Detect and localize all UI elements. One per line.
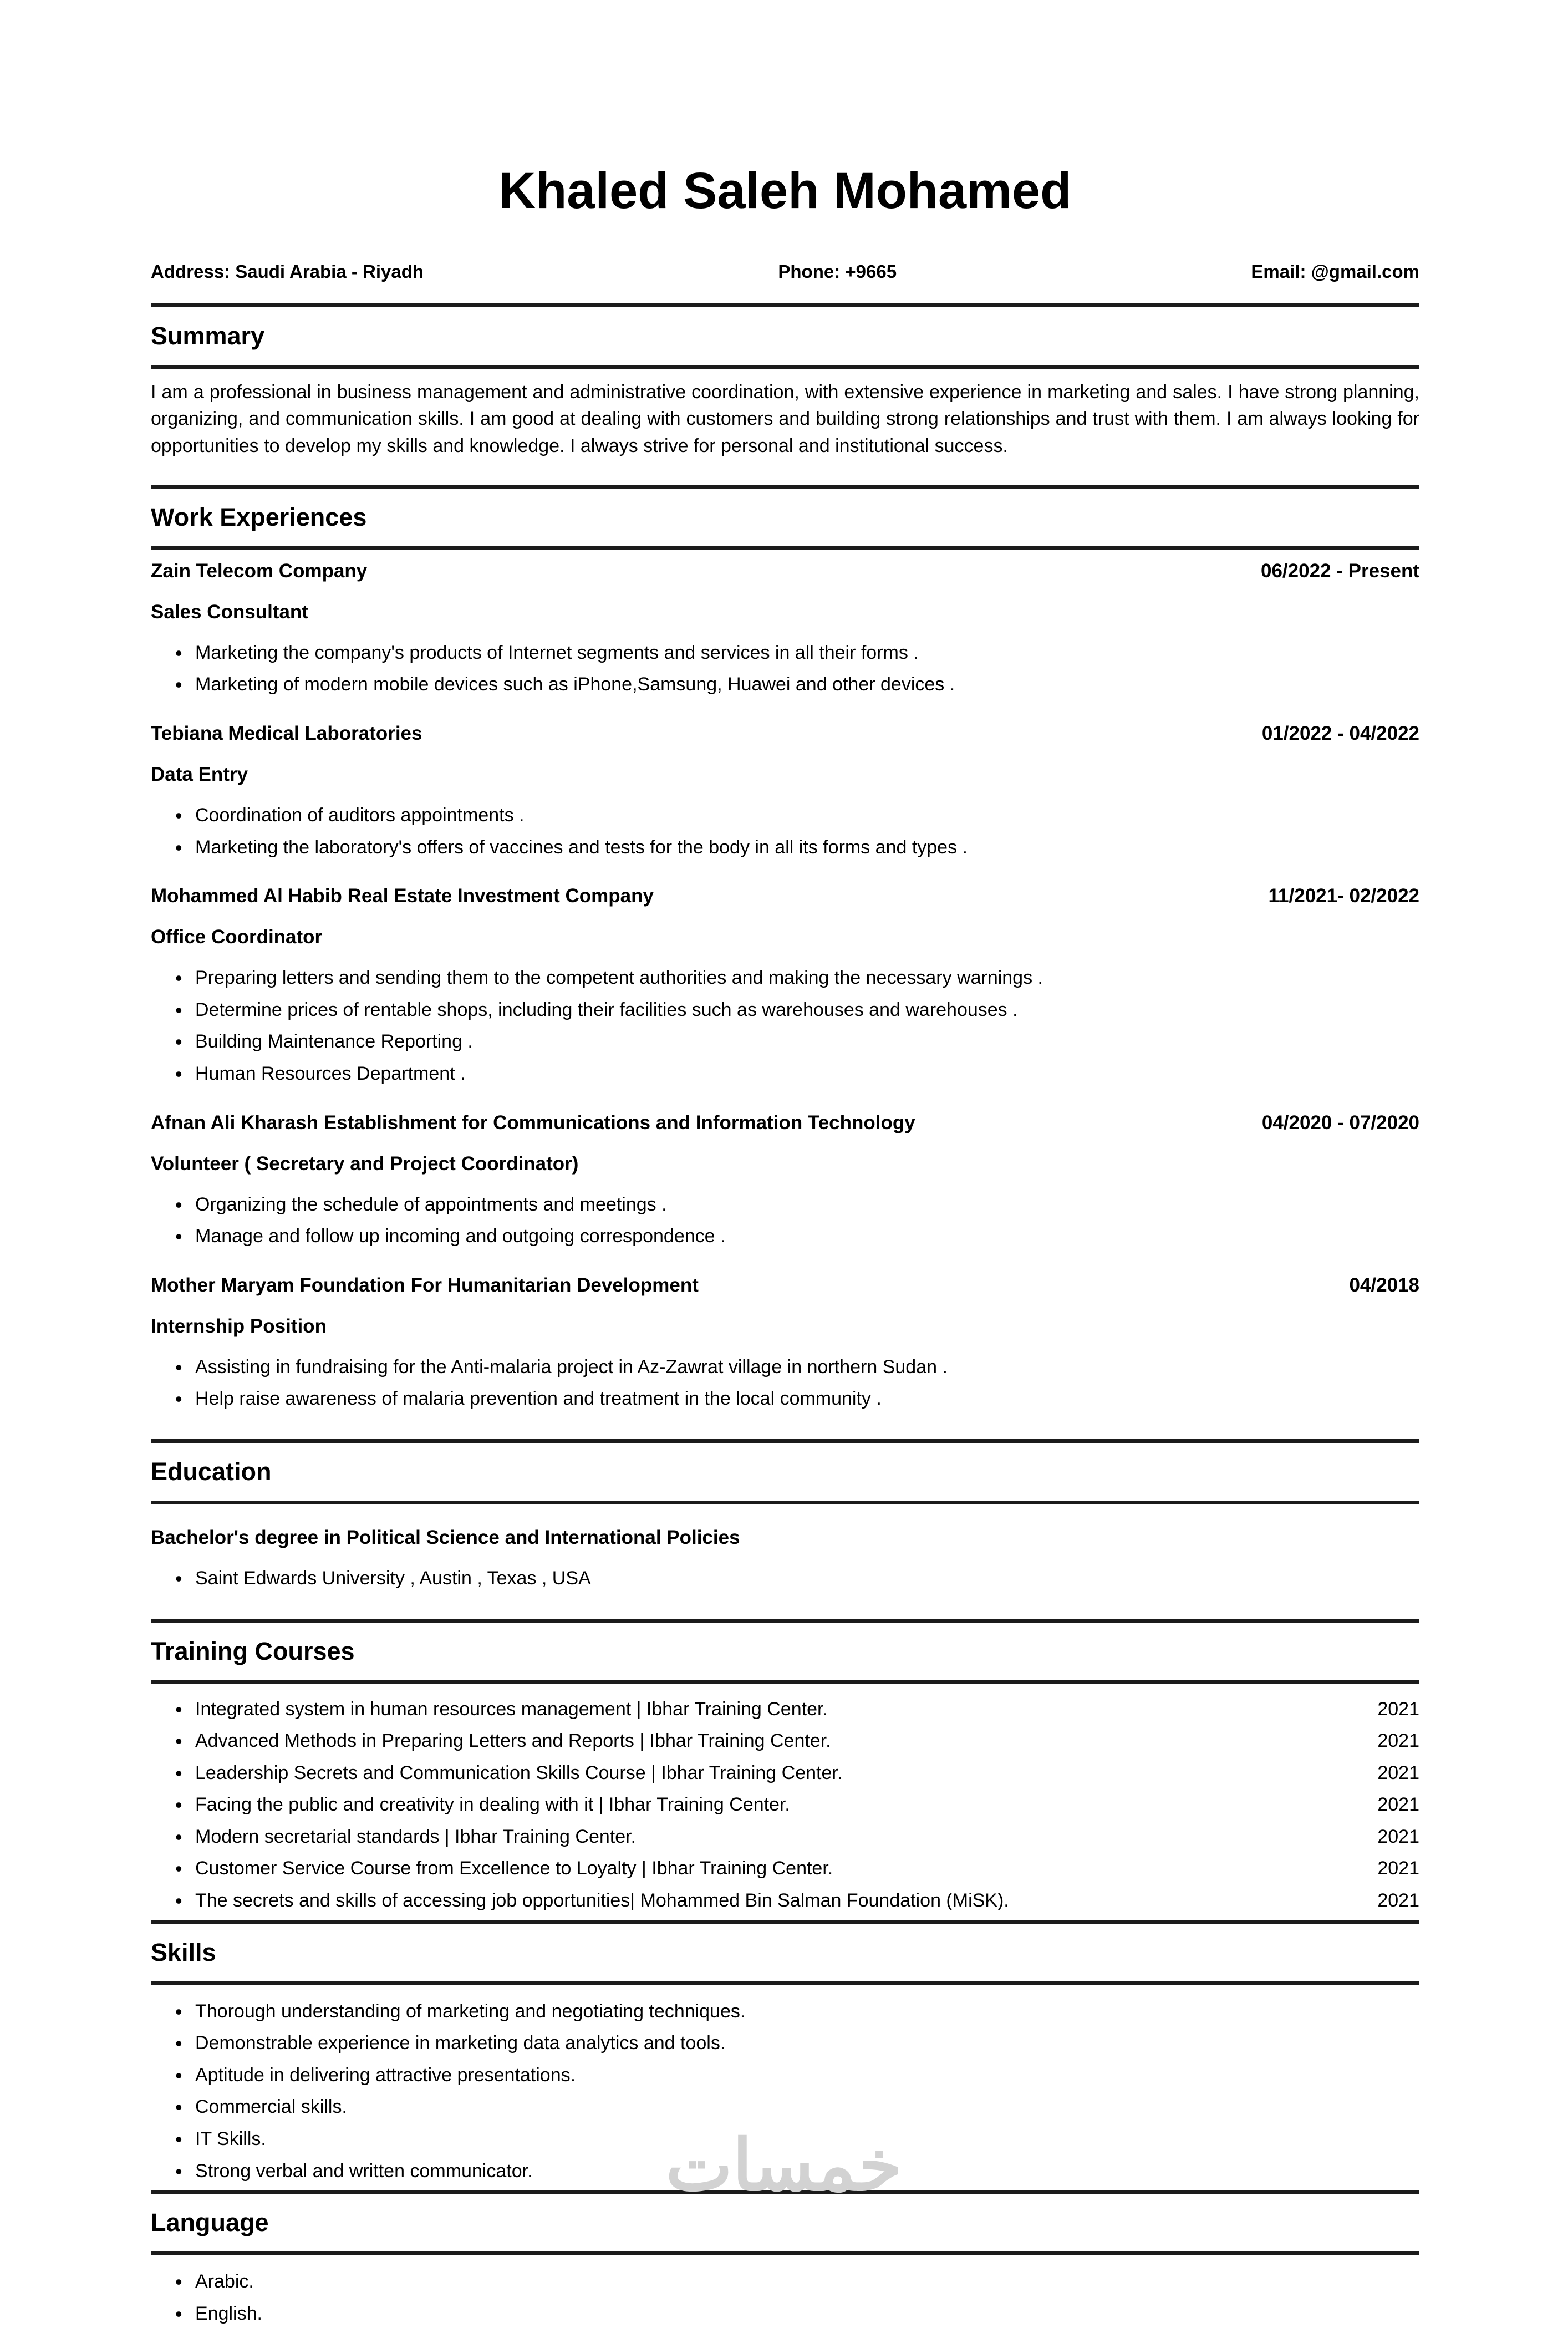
divider [151, 365, 1419, 369]
divider [151, 2251, 1419, 2255]
divider [151, 1619, 1419, 1623]
bullet-item: • Preparing letters and sending them to the competent authorities and making the necessary warnings . [175, 965, 1419, 992]
job-bullet-list [151, 965, 1419, 1087]
section-title-education: Education [151, 1457, 272, 1486]
job-header [151, 560, 1419, 582]
job-header [151, 1112, 1419, 1134]
language-item: • Arabic. [175, 2269, 1419, 2295]
bullet-item: • Saint Edwards University , Austin , Texas , USA [175, 1565, 1419, 1592]
divider [151, 303, 1419, 307]
course-year: 2021 [1377, 1890, 1419, 1912]
job-entry [151, 1274, 1419, 1412]
course-year: 2021 [1377, 1794, 1419, 1816]
course-year: 2021 [1377, 1730, 1419, 1752]
job-entry [151, 1112, 1419, 1250]
company-name: Tebiana Medical Laboratories [151, 722, 422, 744]
course-name: • Customer Service Course from Excellence to Loyalty | Ibhar Training Center. [195, 1858, 833, 1879]
company-name: Afnan Ali Kharash Establishment for Communications and Information Technology [151, 1111, 915, 1133]
section-title-training-courses: Training Courses [151, 1636, 355, 1665]
skill-item: • Demonstrable experience in marketing data analytics and tools. [175, 2030, 1419, 2057]
course-item [175, 1792, 1419, 1818]
khamsat-watermark-logo: خمسات [665, 2126, 903, 2205]
contact-address: Address: Saudi Arabia - Riyadh [151, 261, 424, 282]
course-name: • The secrets and skills of accessing job opportunities| Mohammed Bin Salman Foundation (MiSK). [195, 1890, 1009, 1912]
course-item [175, 1696, 1419, 1723]
bullet-item: • Marketing the company's products of Internet segments and services in all their forms . [175, 640, 1419, 667]
job-header [151, 723, 1419, 745]
section-title-summary: Summary [151, 322, 265, 350]
skill-item: • IT Skills. [175, 2126, 1419, 2153]
course-year: 2021 [1377, 1826, 1419, 1847]
job-bullet-list [151, 640, 1419, 698]
company-name: Mohammed Al Habib Real Estate Investment Company [151, 885, 654, 907]
section-title-skills: Skills [151, 1938, 216, 1966]
bullet-item: • Building Maintenance Reporting . [175, 1029, 1419, 1055]
job-bullet-list [151, 1354, 1419, 1412]
job-role: Office Coordinator [151, 926, 323, 948]
job-dates: 04/2020 - 07/2020 [1261, 1111, 1419, 1133]
divider [151, 1501, 1419, 1504]
education-bullet-list [151, 1565, 1419, 1592]
job-dates: 11/2021- 02/2022 [1268, 885, 1419, 907]
job-entry [151, 560, 1419, 698]
course-name: • Advanced Methods in Preparing Letters and Reports | Ibhar Training Center. [195, 1730, 831, 1752]
company-name: Zain Telecom Company [151, 560, 368, 582]
skill-item: • Commercial skills. [175, 2094, 1419, 2121]
course-year: 2021 [1377, 1858, 1419, 1879]
skill-item: • Strong verbal and written communicator. [175, 2158, 1419, 2185]
divider [151, 1981, 1419, 1985]
training-course-list [151, 1696, 1419, 1914]
bullet-item: • Human Resources Department . [175, 1061, 1419, 1087]
section-title-work-experiences: Work Experiences [151, 502, 367, 531]
summary-paragraph: I am a professional in business management and administrative coordination, with extensive experience in marketing and sales. I have strong planning, organizing, and communication skills. I am good at dealing with customers and building strong relationships and trust with them. I am always looking for opportunities to develop my skills and knowledge. I always strive for personal and institutional success. [151, 382, 1419, 456]
bullet-item: • Assisting in fundraising for the Anti-malaria project in Az-Zawrat village in northern Sudan . [175, 1354, 1419, 1381]
job-header [151, 1274, 1419, 1297]
contact-email: Email: @gmail.com [1251, 261, 1419, 282]
company-name: Mother Maryam Foundation For Humanitarian Development [151, 1274, 699, 1296]
course-item [175, 1760, 1419, 1787]
divider [151, 1439, 1419, 1443]
job-dates: 06/2022 - Present [1260, 560, 1419, 582]
divider [151, 1920, 1419, 1924]
course-year: 2021 [1377, 1762, 1419, 1783]
divider [151, 485, 1419, 489]
job-dates: 04/2018 [1349, 1274, 1419, 1296]
divider [151, 546, 1419, 550]
course-item [175, 1824, 1419, 1851]
skill-item: • Aptitude in delivering attractive presentations. [175, 2062, 1419, 2089]
bullet-item: • Marketing the laboratory's offers of vaccines and tests for the body in all its forms and types . [175, 835, 1419, 861]
degree-title: Bachelor's degree in Political Science and International Policies [151, 1526, 740, 1548]
bullet-item: • Help raise awareness of malaria prevention and treatment in the local community . [175, 1386, 1419, 1412]
person-name: Khaled Saleh Mohamed [498, 162, 1072, 219]
job-bullet-list [151, 1192, 1419, 1250]
job-role: Volunteer ( Secretary and Project Coordinator) [151, 1152, 579, 1175]
course-item [175, 1856, 1419, 1882]
job-entry [151, 885, 1419, 1087]
bullet-item: • Determine prices of rentable shops, including their facilities such as warehouses and warehouses . [175, 997, 1419, 1024]
job-dates: 01/2022 - 04/2022 [1261, 722, 1419, 744]
job-header [151, 885, 1419, 907]
course-year: 2021 [1377, 1698, 1419, 1720]
divider [151, 1680, 1419, 1684]
job-role: Sales Consultant [151, 601, 308, 623]
skill-item: • Thorough understanding of marketing and negotiating techniques. [175, 1999, 1419, 2025]
section-title-language: Language [151, 2208, 269, 2237]
language-item: • English. [175, 2301, 1419, 2327]
course-name: • Facing the public and creativity in dealing with it | Ibhar Training Center. [195, 1794, 790, 1816]
contact-row [151, 261, 1419, 282]
course-item [175, 1888, 1419, 1914]
job-role: Internship Position [151, 1315, 327, 1337]
bullet-item: • Manage and follow up incoming and outgoing correspondence . [175, 1223, 1419, 1250]
language-list [151, 2269, 1419, 2327]
course-item [175, 1728, 1419, 1755]
job-entry [151, 723, 1419, 861]
job-role: Data Entry [151, 763, 248, 785]
course-name: • Modern secretarial standards | Ibhar Training Center. [195, 1826, 637, 1847]
bullet-item: • Coordination of auditors appointments . [175, 802, 1419, 829]
contact-phone: Phone: +9665 [778, 261, 897, 282]
education-entry [151, 1527, 1419, 1592]
bullet-item: • Organizing the schedule of appointments and meetings . [175, 1192, 1419, 1218]
course-name: • Leadership Secrets and Communication Skills Course | Ibhar Training Center. [195, 1762, 843, 1783]
course-name: • Integrated system in human resources management | Ibhar Training Center. [195, 1698, 828, 1720]
bullet-item: • Marketing of modern mobile devices such as iPhone,Samsung, Huawei and other devices . [175, 672, 1419, 698]
job-bullet-list [151, 802, 1419, 861]
